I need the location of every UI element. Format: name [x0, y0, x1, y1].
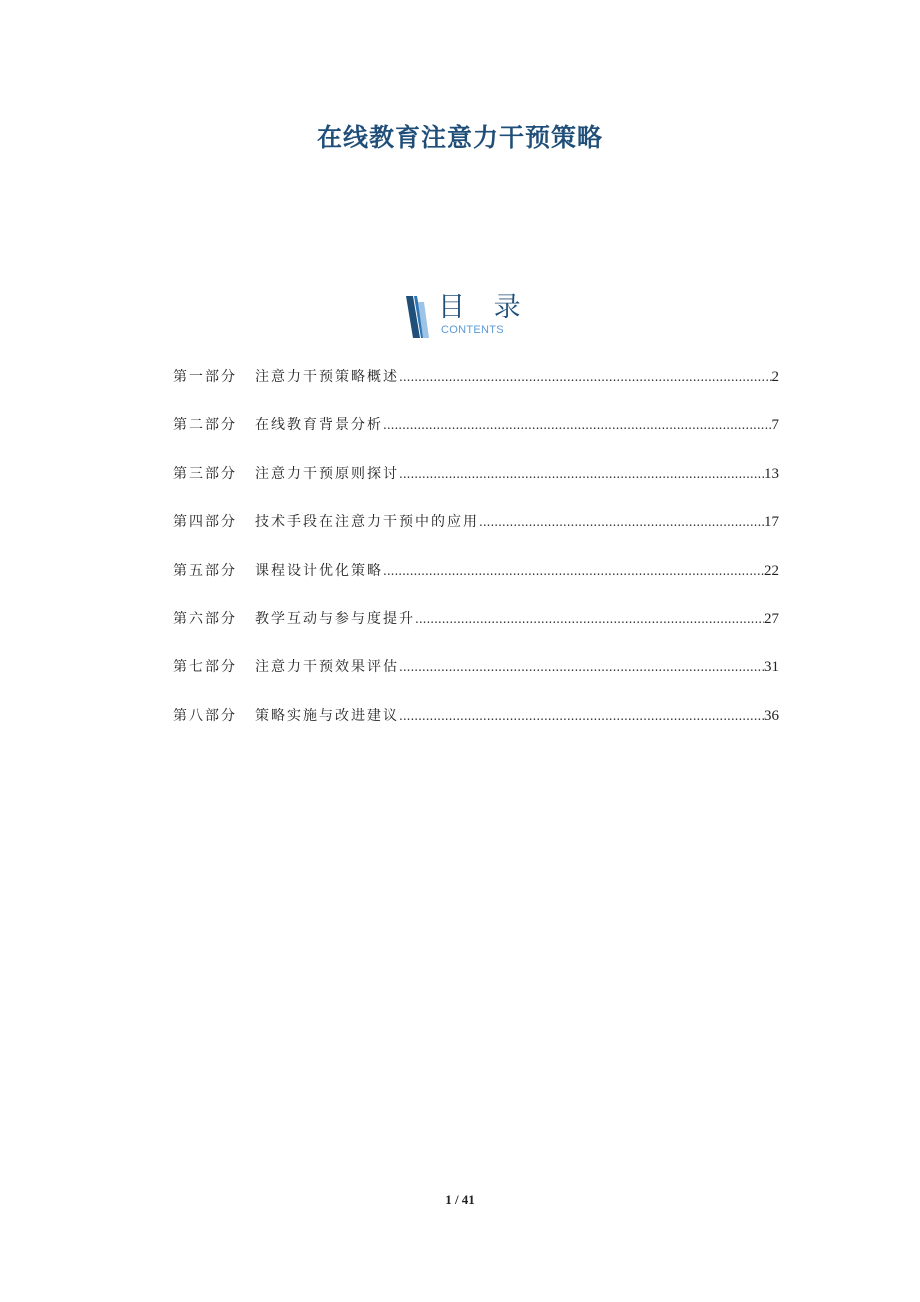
document-title: 在线教育注意力干预策略	[316, 123, 603, 152]
toc-entry-part-4[interactable]	[173, 511, 779, 559]
toc-entry-page: 36	[764, 707, 779, 724]
toc-entry-title: 注意力干预策略概述	[255, 369, 399, 385]
page-number: 1 / 41	[445, 1192, 475, 1207]
toc-dot-leader	[383, 414, 772, 436]
toc-dot-leader	[399, 366, 772, 388]
toc-entry-part-label: 第五部分	[173, 562, 237, 579]
toc-dot-leader	[399, 705, 764, 727]
toc-entry-title: 注意力干预效果评估	[255, 659, 399, 676]
toc-entry-page: 13	[764, 465, 779, 482]
toc-entry-page: 17	[764, 514, 779, 531]
toc-heading: 目 录	[438, 292, 531, 323]
toc-entry-page: 31	[764, 659, 779, 676]
toc-entry-part-3[interactable]	[173, 463, 779, 511]
toc-dot-leader	[415, 608, 764, 630]
toc-entry-part-6[interactable]	[173, 608, 779, 656]
toc-entry-page: 7	[771, 417, 779, 434]
toc-list	[173, 366, 779, 753]
toc-entry-part-5[interactable]	[173, 560, 779, 608]
book-spine-icon	[404, 296, 430, 338]
toc-entry-part-label: 第一部分	[173, 369, 237, 385]
toc-entry-page: 2	[771, 369, 779, 385]
toc-entry-part-label: 第三部分	[173, 465, 237, 482]
toc-entry-title: 注意力干预原则探讨	[255, 465, 399, 482]
toc-entry-page: 27	[764, 610, 779, 627]
toc-entry-part-1[interactable]	[173, 366, 779, 414]
toc-dot-leader	[479, 511, 764, 533]
toc-entry-page: 22	[764, 562, 779, 579]
toc-entry-title: 教学互动与参与度提升	[255, 610, 415, 627]
toc-entry-title: 在线教育背景分析	[255, 417, 383, 434]
toc-dot-leader	[383, 560, 764, 582]
toc-header	[404, 292, 534, 342]
toc-entry-title: 技术手段在注意力干预中的应用	[255, 514, 479, 531]
toc-entry-part-label: 第六部分	[173, 610, 237, 627]
toc-entry-title: 课程设计优化策略	[255, 562, 383, 579]
toc-dot-leader	[399, 463, 764, 485]
toc-entry-part-8[interactable]	[173, 705, 779, 753]
toc-entry-part-label: 第八部分	[173, 707, 237, 724]
toc-entry-title: 策略实施与改进建议	[255, 707, 399, 724]
toc-entry-part-label: 第二部分	[173, 417, 237, 434]
toc-dot-leader	[399, 656, 764, 678]
toc-entry-part-2[interactable]	[173, 414, 779, 462]
toc-entry-part-7[interactable]	[173, 656, 779, 704]
toc-entry-part-label: 第七部分	[173, 659, 237, 676]
toc-entry-part-label: 第四部分	[173, 514, 237, 531]
toc-subheading: CONTENTS	[441, 324, 504, 336]
